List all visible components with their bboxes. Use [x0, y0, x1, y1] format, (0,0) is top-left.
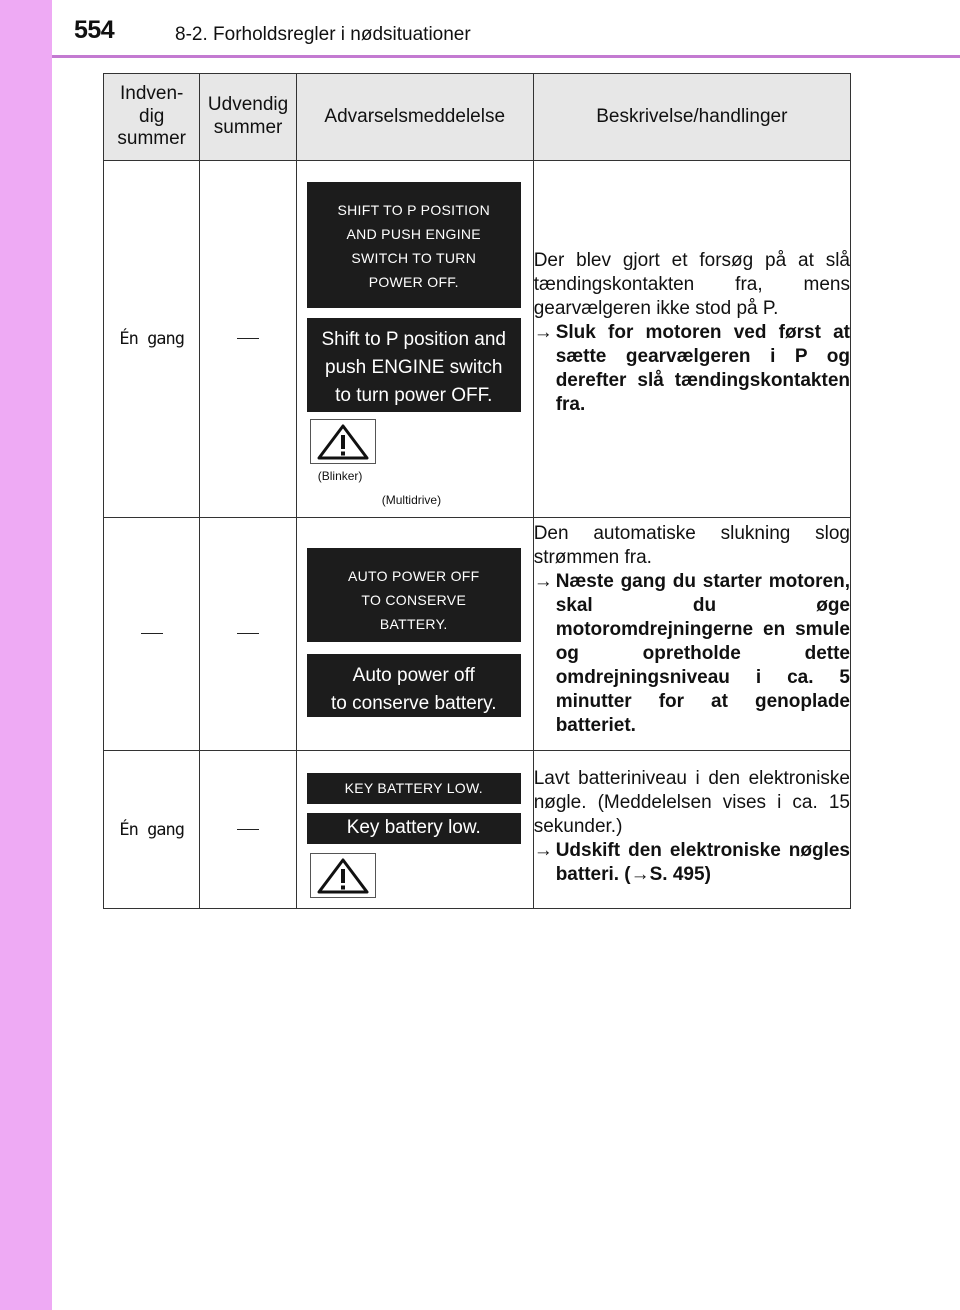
display-panel-blinker: KEY BATTERY LOW. [307, 773, 521, 804]
action-text: Udskift den elektroniske nøgles batteri. (→S. 495) [555, 840, 850, 885]
none-dash [141, 633, 163, 634]
header-rule [52, 55, 960, 58]
page-number: 554 [74, 16, 115, 44]
display-panel-multidrive: Auto power off to conserve battery. [307, 654, 521, 717]
message-cell [296, 751, 533, 909]
none-dash [237, 338, 259, 339]
buzzer-once-label: Én gang [119, 329, 185, 349]
exterior-buzzer-cell [200, 518, 296, 751]
description-cell [533, 518, 850, 751]
action-text: Næste gang du starter motoren, skal du øge motoromdrejningerne en smule og opretholde dette omdrejningsniveau i ca. 5 minutter for at genoplade batteriet. [555, 571, 850, 736]
caption-multidrive: (Multidrive) [381, 493, 442, 507]
table-row [104, 751, 851, 909]
display-panel-blinker: SHIFT TO P POSITION AND PUSH ENGINE SWITCH TO TURN POWER OFF. [307, 182, 521, 308]
warning-indicator-box [310, 419, 376, 464]
exterior-buzzer-cell [200, 751, 296, 909]
section-title: 8-2. Forholdsregler i nødsituationer [175, 24, 471, 45]
none-dash [237, 633, 259, 634]
warning-triangle-icon [315, 423, 371, 461]
header-warning-message: Advarselsmeddelelse [296, 74, 533, 161]
description-cell [533, 161, 850, 518]
interior-buzzer-cell [104, 518, 200, 751]
action-text: Sluk for motoren ved først at sætte gearvælgeren i P og derefter slå tændingskontakten fra. [555, 322, 850, 415]
none-dash [237, 829, 259, 830]
message-cell [296, 518, 533, 751]
buzzer-once-label: Én gang [119, 819, 185, 840]
arrow-icon: → [533, 322, 553, 343]
display-panel-multidrive: Shift to P position and push ENGINE switch to turn power OFF. [307, 318, 521, 412]
table-header-row [104, 74, 851, 161]
header-exterior-buzzer: Udvendig summer [200, 74, 296, 161]
display-panel-blinker: AUTO POWER OFF TO CONSERVE BATTERY. [307, 548, 521, 642]
description-text: Den automatiske slukning slog strømmen fra. [533, 523, 850, 568]
exterior-buzzer-cell [200, 161, 296, 518]
table-row [104, 518, 851, 751]
table-row [104, 161, 851, 518]
arrow-icon: → [533, 571, 553, 592]
action-item [534, 321, 850, 417]
message-cell [296, 161, 533, 518]
warning-triangle-icon [315, 857, 371, 895]
description-cell [533, 751, 850, 909]
arrow-icon: → [533, 840, 553, 861]
warning-message-table [103, 73, 851, 909]
left-color-band [0, 0, 52, 1310]
description-text: Der blev gjort et forsøg på at slå tændingskontakten fra, mens gearvælgeren ikke stod på P. [533, 250, 850, 319]
action-item [534, 839, 850, 887]
caption-blinker: (Blinker) [317, 469, 363, 483]
interior-buzzer-cell [104, 751, 200, 909]
header-description: Beskrivelse/handlinger [533, 74, 850, 161]
description-text: Lavt batteriniveau i den elektroniske nøgle. (Meddelelsen vises i ca. 15 sekunder.) [533, 768, 850, 837]
action-item [534, 570, 850, 738]
warning-indicator-box [310, 853, 376, 898]
display-panel-multidrive: Key battery low. [307, 813, 521, 844]
header-interior-buzzer: Indven- dig summer [104, 74, 200, 161]
interior-buzzer-cell [104, 161, 200, 518]
